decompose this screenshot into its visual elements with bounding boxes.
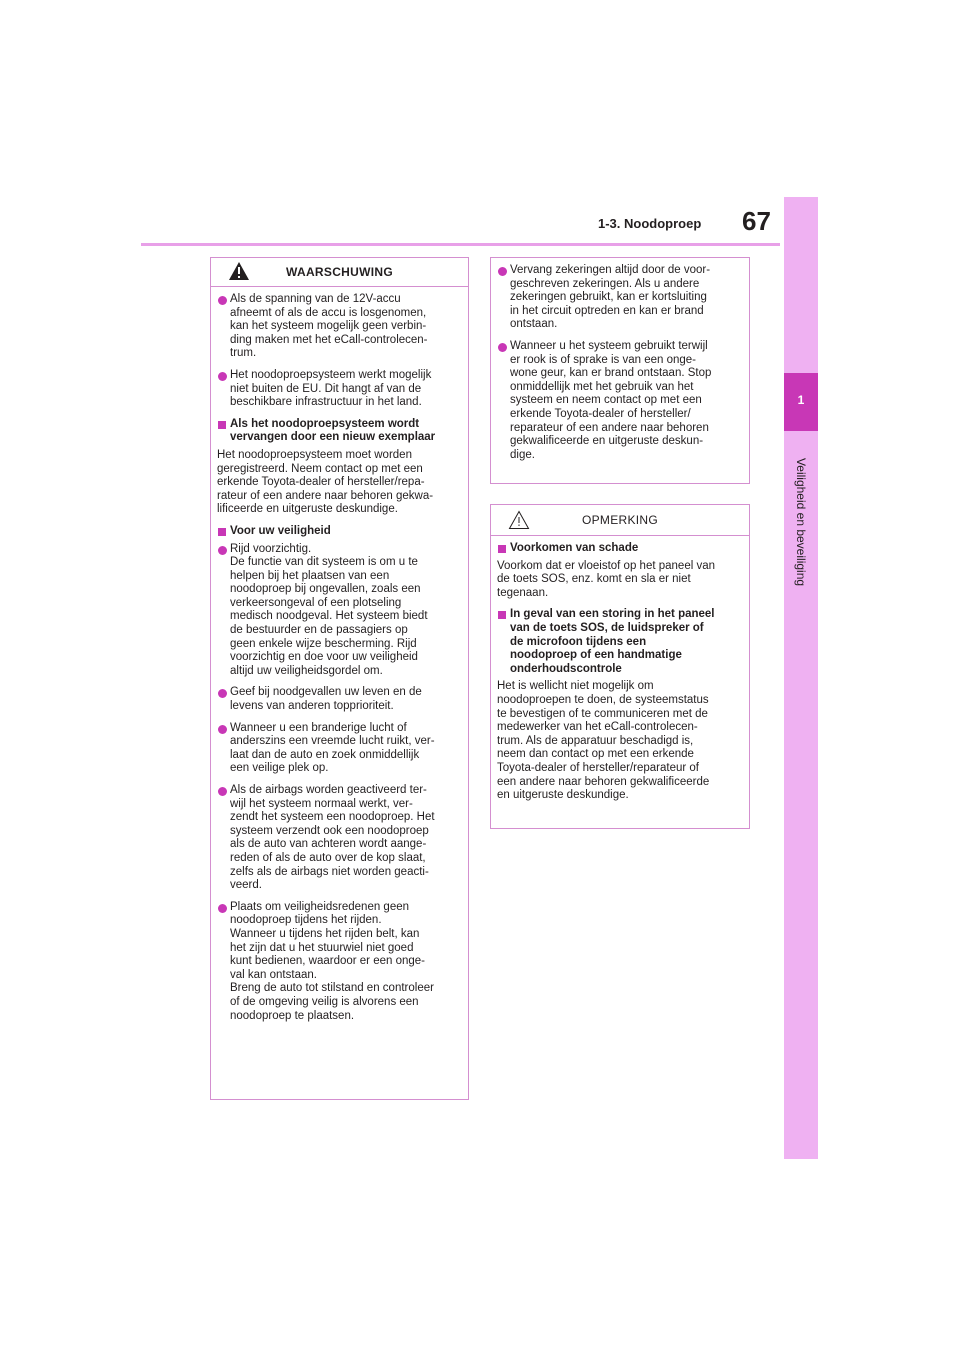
bullet-icon: [498, 267, 507, 276]
warning-content: [211, 287, 468, 1023]
subheading-safety: [217, 525, 464, 539]
paragraph-replace: Het noodoproepsysteem moet worden geregistreerd. Neem contact op met een erkende Toyota-dealer of hersteller/repa- rateur of een andere naar behoren gekwa- lificeerde en uitgeruste deskundige.: [217, 448, 434, 516]
list-item: [217, 293, 464, 361]
bullet-icon: [218, 546, 227, 555]
warning-continued-box: [490, 257, 750, 484]
paragraph-fault: Het is wellicht niet mogelijk om noodoproepen te doen, de systeemstatus te bevestigen of te communiceren met de medewerker van het eCall-controlecen- trum. Als de apparatuur beschadigd is, neem dan contact op met een erkende Toyota-dealer of hersteller/reparateur of een andere naar behoren gekwalificeerde en uitgeruste deskundige.: [497, 680, 710, 802]
list-item-text: Geef bij noodgevallen uw leven en de levens van anderen topprioriteit.: [230, 686, 422, 713]
subheading-text: In geval van een storing in het paneel van de toets SOS, de luidspreker of de microfoon tijdens een noodoproep of een handmatige onderhoudscontrole: [510, 608, 715, 675]
subheading-fault: [497, 608, 745, 676]
subheading-text: Voor uw veiligheid: [230, 524, 331, 537]
header-rule: [141, 243, 780, 246]
list-item: [217, 784, 464, 893]
paragraph-damage: Voorkom dat er vloeistof op het paneel van de toets SOS, enz. komt en sla er niet tegenaan.: [497, 559, 716, 599]
warning-continued-content: [491, 258, 749, 462]
bullet-icon: [218, 296, 227, 305]
bullet-icon: [218, 904, 227, 913]
warning-title: WAARSCHUWING: [286, 265, 393, 279]
square-bullet-icon: [218, 421, 226, 429]
chapter-side-tab: [784, 197, 818, 1159]
subheading-text: Als het noodoproepsysteem wordt vervangen door een nieuw exemplaar: [230, 417, 436, 444]
note-content: [491, 536, 749, 803]
list-item: [217, 686, 464, 713]
bullet-icon: [218, 689, 227, 698]
subheading-text: Voorkomen van schade: [510, 542, 639, 554]
section-title: 1-3. Noodoproep: [598, 216, 702, 231]
list-item-text: Rijd voorzichtig. De functie van dit systeem is om u te helpen bij het plaatsen van een noodoproep bij ongevallen, zoals een verkeersongeval of een plotseling medisch noodgeval. Het systeem biedt de bestuurder en de passagiers op geen enkele wijze bescherming. Rijd voorzichtig en doe voor uw veiligheid altijd uw veiligheidsgordel om.: [230, 542, 428, 677]
note-header: [491, 505, 749, 536]
bullet-icon: [218, 725, 227, 734]
warning-box: [210, 257, 469, 1100]
list-item: [497, 340, 745, 462]
list-item: [217, 369, 464, 410]
warning-triangle-icon: [228, 261, 250, 281]
list-item-text: Als de spanning van de 12V-accu afneemt of als de accu is losgenomen, kan het systeem mogelijk geen verbin- ding maken met het eCall-controlecen- trum.: [230, 293, 428, 360]
caution-triangle-icon: [508, 510, 530, 530]
chapter-title: Veiligheid en beveiliging: [794, 457, 808, 587]
list-item-text: Het noodoproepsysteem werkt mogelijk niet buiten de EU. Dit hangt af van de beschikbare infrastructuur in het land.: [230, 368, 432, 409]
note-title: OPMERKING: [581, 513, 659, 527]
bullet-icon: [218, 372, 227, 381]
chapter-number: 1: [797, 393, 805, 407]
list-item: [497, 264, 745, 332]
bullet-icon: [218, 787, 227, 796]
list-item-text: Wanneer u een branderige lucht of anderszins een vreemde lucht ruikt, ver- laat dan de auto en zoek onmiddellijk een veilige plek op.: [230, 721, 435, 775]
list-item: [217, 722, 464, 776]
square-bullet-icon: [498, 545, 506, 553]
list-item-text: Als de airbags worden geactiveerd ter- wijl het systeem normaal werkt, ver- zendt het systeem een noodoproep. Het systeem verzendt ook een noodoproep als de auto van achteren wordt aange- reden of als de auto over de kop slaat, zelfs als de airbags niet worden geacti- veerd.: [230, 784, 435, 892]
list-item: [217, 543, 464, 679]
list-item-text: Vervang zekeringen altijd door de voor- geschreven zekeringen. Als u andere zekeringen gebruikt, kan er kortsluiting in het circuit optreden en kan er brand ontstaan.: [510, 264, 711, 331]
subheading-damage: [497, 542, 745, 556]
subheading-replace: [217, 418, 464, 445]
square-bullet-icon: [498, 611, 506, 619]
page-number: 67: [742, 206, 771, 236]
list-item-text: Wanneer u het systeem gebruikt terwijl er rook is of sprake is van een onge- wone geur, kan er brand ontstaan. Stop onmiddellijk met het gebruik van het systeem en neem contact op met een erkende Toyota-dealer of hersteller/ reparateur of een andere naar behoren gekwalificeerde en uitgeruste deskun- dige.: [510, 339, 712, 461]
list-item: [217, 901, 464, 1023]
square-bullet-icon: [218, 528, 226, 536]
bullet-icon: [498, 343, 507, 352]
list-item-text: Plaats om veiligheidsredenen geen noodoproep tijdens het rijden. Wanneer u tijdens het rijden belt, kan het zijn dat u het stuurwiel niet goed kunt bedienen, waardoor er een onge- val kan ontstaan. Breng de auto tot stilstand en controleer of de omgeving veilig is alvorens een noodoproep te plaatsen.: [230, 900, 434, 1022]
note-box: [490, 504, 750, 829]
warning-header: [211, 258, 468, 287]
